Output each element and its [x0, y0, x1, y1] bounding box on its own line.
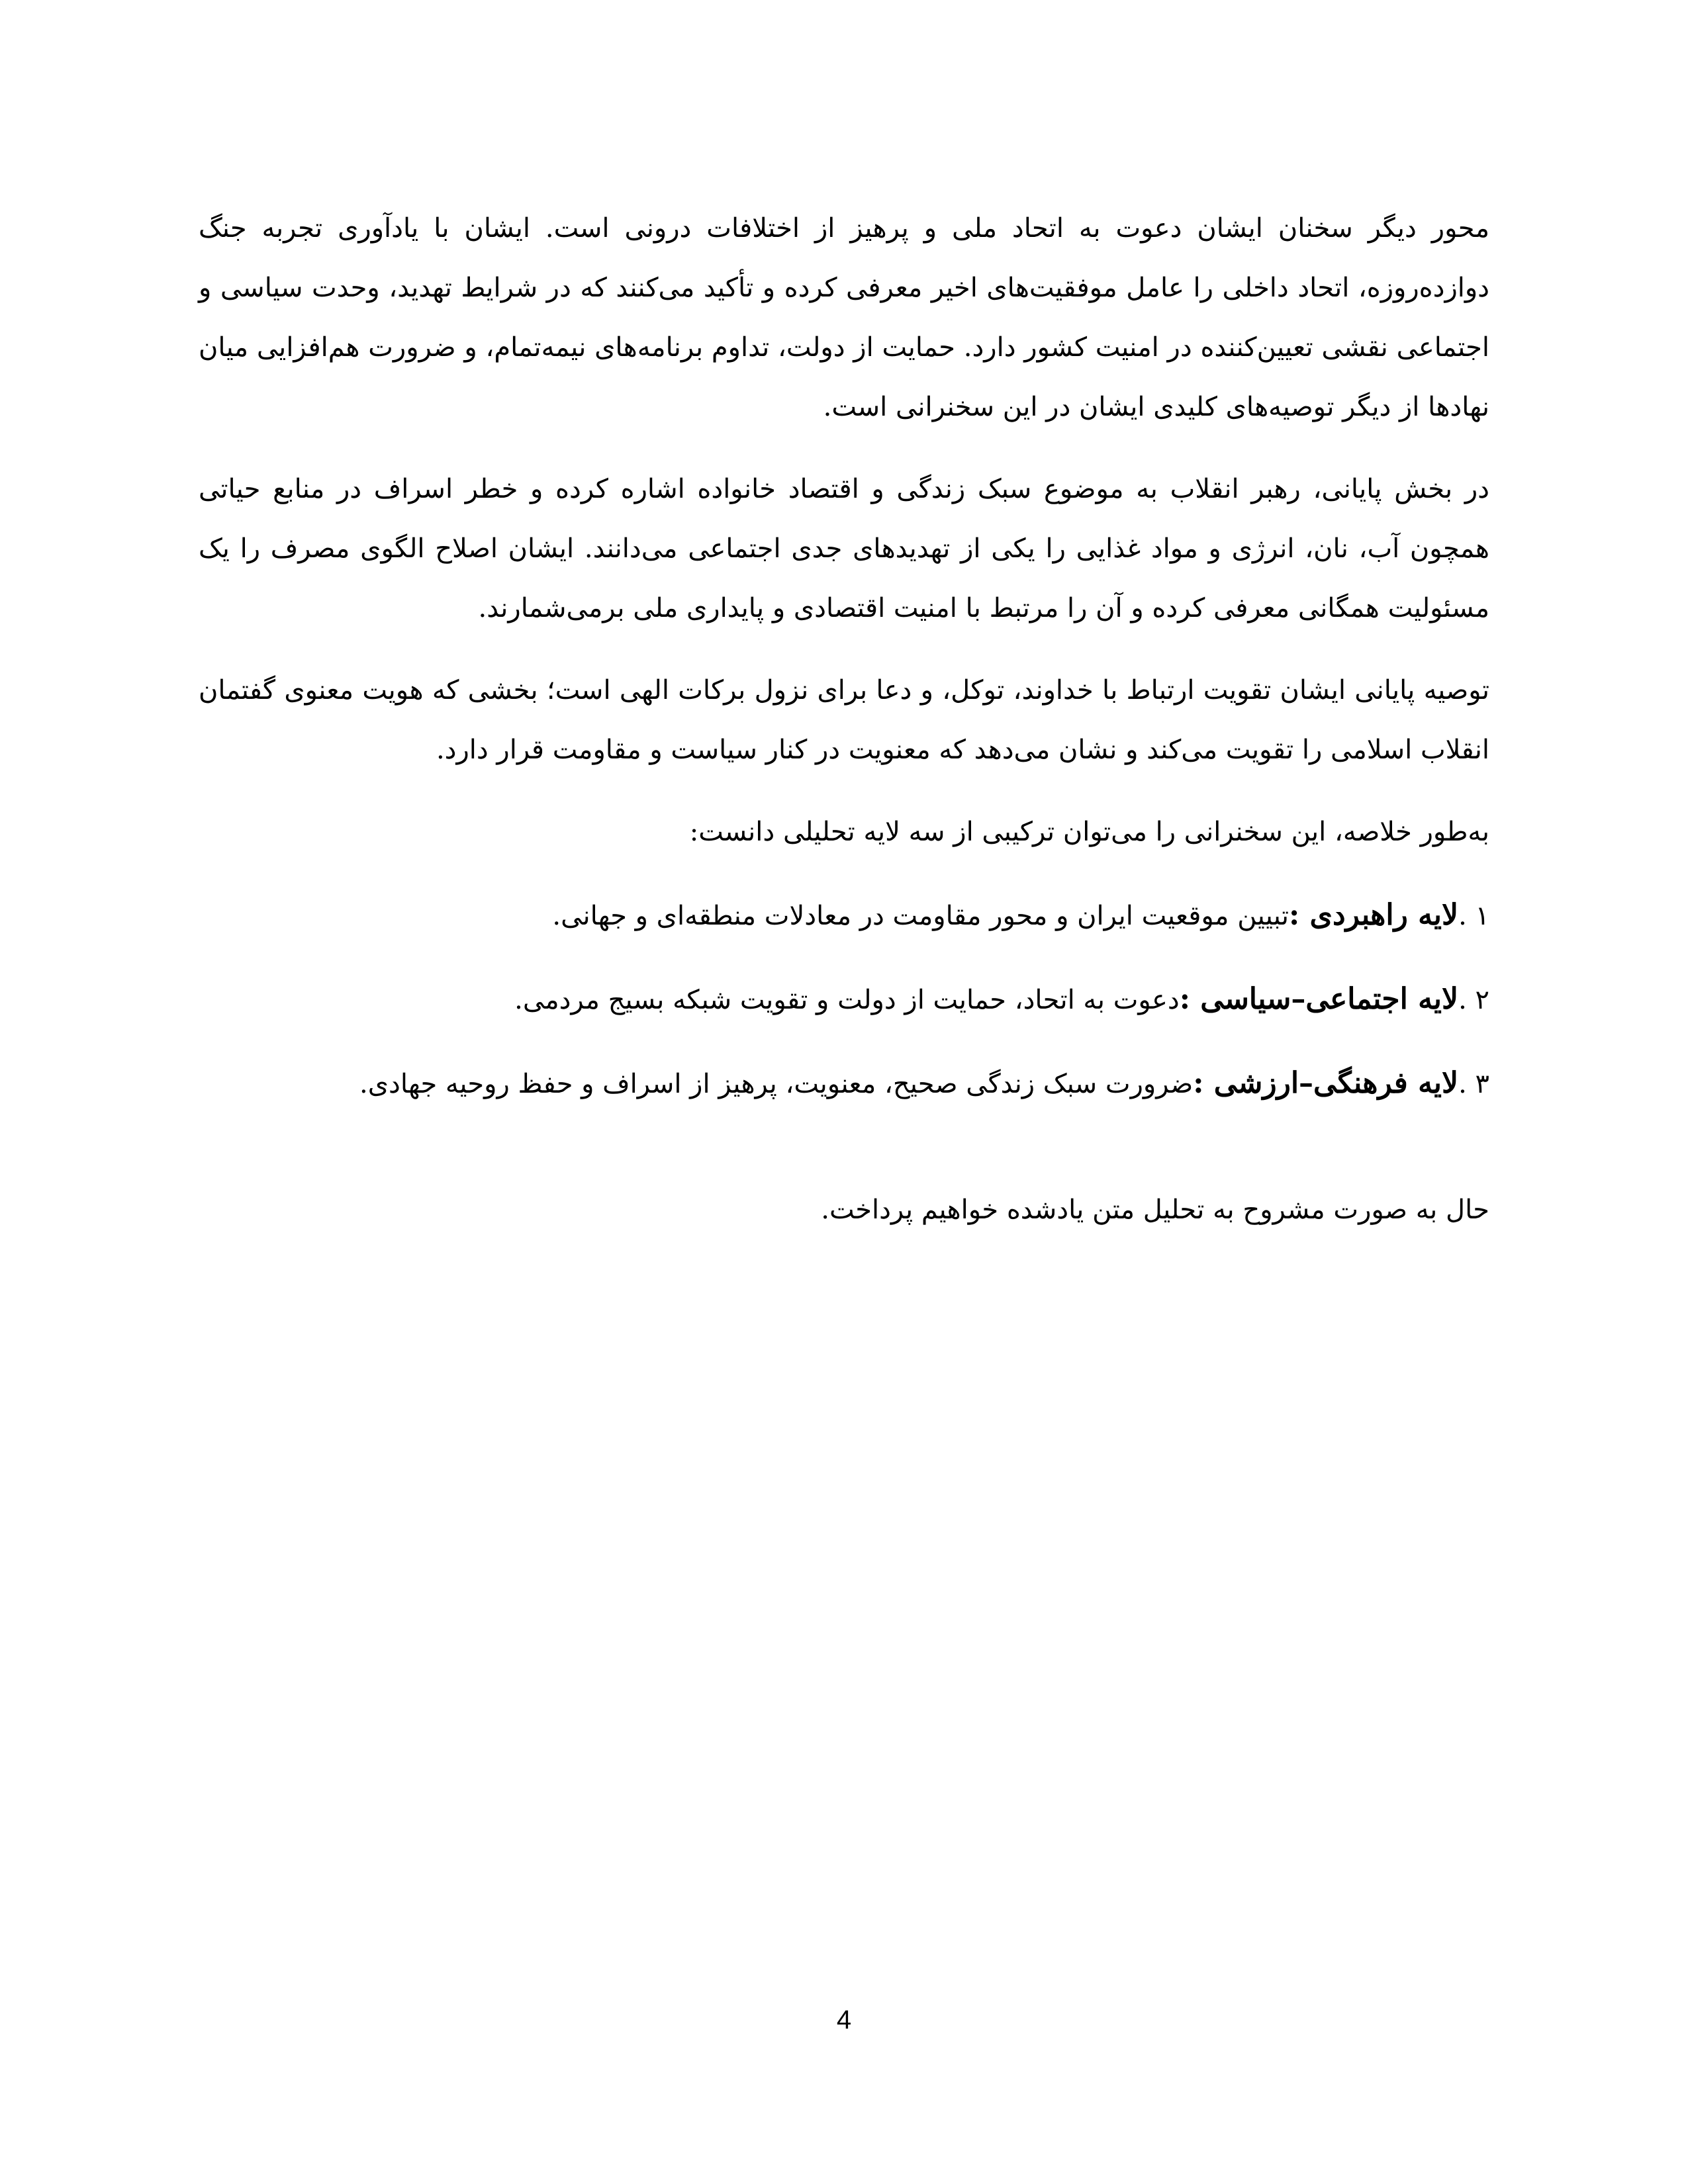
layer-item-socio-political — [199, 970, 1489, 1030]
layer-label: لایه راهبردی : — [1289, 898, 1459, 932]
layer-item-strategic — [199, 886, 1489, 946]
summary-intro: به‌طور خلاصه، این سخنرانی را می‌توان ترکیبی از سه لایه تحلیلی دانست: — [689, 817, 1489, 847]
paragraph-lifestyle: در بخش پایانی، رهبر انقلاب به موضوع سبک زندگی و اقتصاد خانواده اشاره کرده و خطر اسراف در منابع حیاتی همچون آب، نان، انرژی و مواد غذایی را یکی از تهدیدهای جدی اجتماعی می‌دانند. ایشان اصلاح الگوی مصرف را یک مسئولیت همگانی معرفی کرده و آن را مرتبط با امنیت اقتصادی و پایداری ملی برمی‌شمارند. — [199, 474, 1489, 623]
paragraph-spirituality: توصیه پایانی ایشان تقویت ارتباط با خداوند، توکل، و دعا برای نزول برکات الهی است؛ بخشی که هویت معنوی گفتمان انقلاب اسلامی را تقویت می‌کند و نشان می‌دهد که معنویت در کنار سیاست و مقاومت قرار دارد. — [199, 675, 1489, 765]
layer-label: لایه اجتماعی–سیاسی : — [1179, 982, 1459, 1016]
layer-number: ۲ . — [1458, 985, 1489, 1015]
paragraph-national-unity: محور دیگر سخنان ایشان دعوت به اتحاد ملی و پرهیز از اختلافات درونی است. ایشان با یادآوری تجربه جنگ دوازده‌روزه، اتحاد داخلی را عامل موفقیت‌های اخیر معرفی کرده و تأکید می‌کنند که در شرایط تهدید، وحدت سیاسی و اجتماعی نقشی تعیین‌کننده در امنیت کشور دارد. حمایت از دولت، تداوم برنامه‌های نیمه‌تمام، و ضرورت هم‌افزایی میان نهادها از دیگر توصیه‌های کلیدی ایشان در این سخنرانی است. — [199, 213, 1489, 422]
page-body — [199, 199, 1489, 1266]
layer-number: ۳ . — [1458, 1069, 1489, 1099]
layer-number: ۱ . — [1458, 901, 1489, 931]
layer-text: تبیین موقعیت ایران و محور مقاومت در معادلات منطقه‌ای و جهانی. — [552, 901, 1289, 931]
layer-label: لایه فرهنگی–ارزشی : — [1193, 1066, 1459, 1100]
layer-text: دعوت به اتحاد، حمایت از دولت و تقویت شبکه بسیج مردمی. — [514, 985, 1180, 1015]
layer-text: ضرورت سبک زندگی صحیح، معنویت، پرهیز از اسراف و حفظ روحیه جهادی. — [359, 1069, 1194, 1099]
closing-sentence: حال به صورت مشروح به تحلیل متن یادشده خواهیم پرداخت. — [821, 1195, 1489, 1225]
layer-item-cultural-value — [199, 1054, 1489, 1114]
page-number: 4 — [836, 2005, 852, 2034]
